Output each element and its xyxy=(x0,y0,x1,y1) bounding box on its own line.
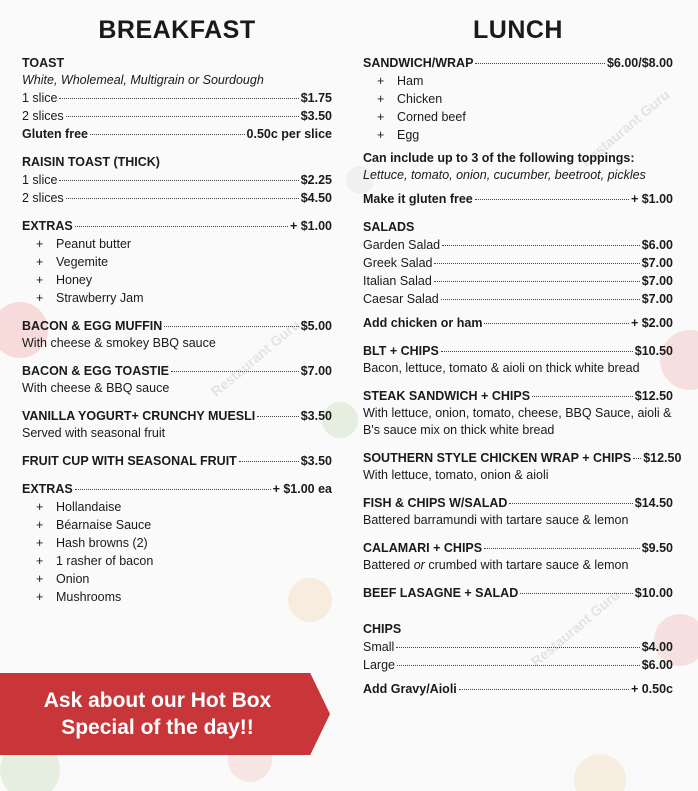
list-item: + Ham xyxy=(377,72,673,90)
toast-extras-list xyxy=(22,235,332,307)
banner-line-2: Special of the day!! xyxy=(61,716,254,739)
calamari-section xyxy=(363,539,673,574)
breakfast-title: BREAKFAST xyxy=(98,16,256,44)
menu-row: FISH & CHIPS W/SALAD $14.50 xyxy=(363,496,673,510)
list-item: + Corned beef xyxy=(377,108,673,126)
watermark: Restaurant Guru xyxy=(577,86,673,170)
item-description: Bacon, lettuce, tomato & aioli on thick white bread xyxy=(363,361,640,375)
toppings-section xyxy=(363,150,673,184)
steak-sandwich-section xyxy=(363,387,673,439)
toppings-heading: Can include up to 3 of the following toppings: xyxy=(363,151,635,165)
fish-chips-section xyxy=(363,494,673,529)
menu-row: Add chicken or ham + $2.00 xyxy=(363,316,673,330)
item-description: With cheese & BBQ sauce xyxy=(22,381,170,395)
banner-line-1: Ask about our Hot Box xyxy=(43,689,272,712)
watermark: Restaurant Guru xyxy=(207,316,303,400)
chips-heading: CHIPS xyxy=(363,622,402,636)
yogurt-section xyxy=(22,407,332,442)
sandwich-section xyxy=(363,54,673,144)
gluten-free-section xyxy=(363,190,673,208)
menu-row: 1 slice $2.25 xyxy=(22,173,332,187)
list-item: + Mushrooms xyxy=(36,588,332,606)
sandwich-fillings-list xyxy=(363,72,673,144)
menu-row: EXTRAS + $1.00 ea xyxy=(22,482,332,496)
list-item: + Hash browns (2) xyxy=(36,534,332,552)
menu-row: SANDWICH/WRAP $6.00/$8.00 xyxy=(363,56,673,70)
toppings-list: Lettuce, tomato, onion, cucumber, beetroot, pickles xyxy=(363,168,646,182)
list-item: + Honey xyxy=(36,271,332,289)
menu-row: BACON & EGG TOASTIE $7.00 xyxy=(22,364,332,378)
item-description: Battered or crumbed with tartare sauce & lemon xyxy=(363,558,629,572)
raisin-toast-section xyxy=(22,153,332,207)
menu-row: 2 slices $4.50 xyxy=(22,191,332,205)
menu-row: Make it gluten free + $1.00 xyxy=(363,192,673,206)
toast-bread-options: White, Wholemeal, Multigrain or Sourdough xyxy=(22,73,264,87)
item-description: Battered barramundi with tartare sauce & lemon xyxy=(363,513,629,527)
list-item: + Chicken xyxy=(377,90,673,108)
salads-section xyxy=(363,218,673,332)
item-description: With lettuce, onion, tomato, cheese, BBQ Sauce, aioli & B's sauce mix on thick white bread xyxy=(363,406,672,437)
menu-row: 2 slices $3.50 xyxy=(22,109,332,123)
blt-section xyxy=(363,342,673,377)
menu-row: Large $6.00 xyxy=(363,658,673,672)
menu-row: EXTRAS + $1.00 xyxy=(22,219,332,233)
list-item: + Hollandaise xyxy=(36,498,332,516)
menu-row: VANILLA YOGURT+ CRUNCHY MUESLI $3.50 xyxy=(22,409,332,423)
toast-section xyxy=(22,54,332,143)
item-description: With cheese & smokey BBQ sauce xyxy=(22,336,216,350)
menu-row: BACON & EGG MUFFIN $5.00 xyxy=(22,319,332,333)
chicken-wrap-section xyxy=(363,449,682,484)
toastie-section xyxy=(22,362,332,397)
menu-row: Caesar Salad $7.00 xyxy=(363,292,673,306)
list-item: + Vegemite xyxy=(36,253,332,271)
menu-row: Gluten free 0.50c per slice xyxy=(22,127,332,141)
menu-row: STEAK SANDWICH + CHIPS $12.50 xyxy=(363,389,673,403)
item-description: With lettuce, tomato, onion & aioli xyxy=(363,468,549,482)
breakfast-extras-section xyxy=(22,480,332,606)
menu-row: BLT + CHIPS $10.50 xyxy=(363,344,673,358)
lunch-title: LUNCH xyxy=(473,16,563,44)
list-item: + Strawberry Jam xyxy=(36,289,332,307)
menu-row: CALAMARI + CHIPS $9.50 xyxy=(363,541,673,555)
menu-row: SOUTHERN STYLE CHICKEN WRAP + CHIPS $12.50 xyxy=(363,451,682,465)
watermark: Restaurant Guru xyxy=(527,586,623,670)
muffin-section xyxy=(22,317,332,352)
item-description: Served with seasonal fruit xyxy=(22,426,166,440)
list-item: + Béarnaise Sauce xyxy=(36,516,332,534)
menu-row: Greek Salad $7.00 xyxy=(363,256,673,270)
list-item: + Egg xyxy=(377,126,673,144)
chips-section xyxy=(363,620,673,698)
menu-row: Garden Salad $6.00 xyxy=(363,238,673,252)
hot-box-banner-text xyxy=(0,673,315,755)
raisin-toast-heading: RAISIN TOAST (THICK) xyxy=(22,155,160,169)
breakfast-column xyxy=(22,14,332,616)
list-item: + Peanut butter xyxy=(36,235,332,253)
lasagne-section xyxy=(363,584,673,602)
menu-row: FRUIT CUP WITH SEASONAL FRUIT $3.50 xyxy=(22,454,332,468)
breakfast-extras-list xyxy=(22,498,332,606)
menu-row: BEEF LASAGNE + SALAD $10.00 xyxy=(363,586,673,600)
list-item: + 1 rasher of bacon xyxy=(36,552,332,570)
menu-row: 1 slice $1.75 xyxy=(22,91,332,105)
menu-row: Italian Salad $7.00 xyxy=(363,274,673,288)
list-item: + Onion xyxy=(36,570,332,588)
menu-row: Add Gravy/Aioli + 0.50c xyxy=(363,682,673,696)
toast-heading: TOAST xyxy=(22,56,65,70)
menu-row: Small $4.00 xyxy=(363,640,673,654)
toast-extras-section xyxy=(22,217,332,307)
lunch-column xyxy=(363,14,682,708)
fruit-cup-section xyxy=(22,452,332,470)
salads-heading: SALADS xyxy=(363,220,415,234)
